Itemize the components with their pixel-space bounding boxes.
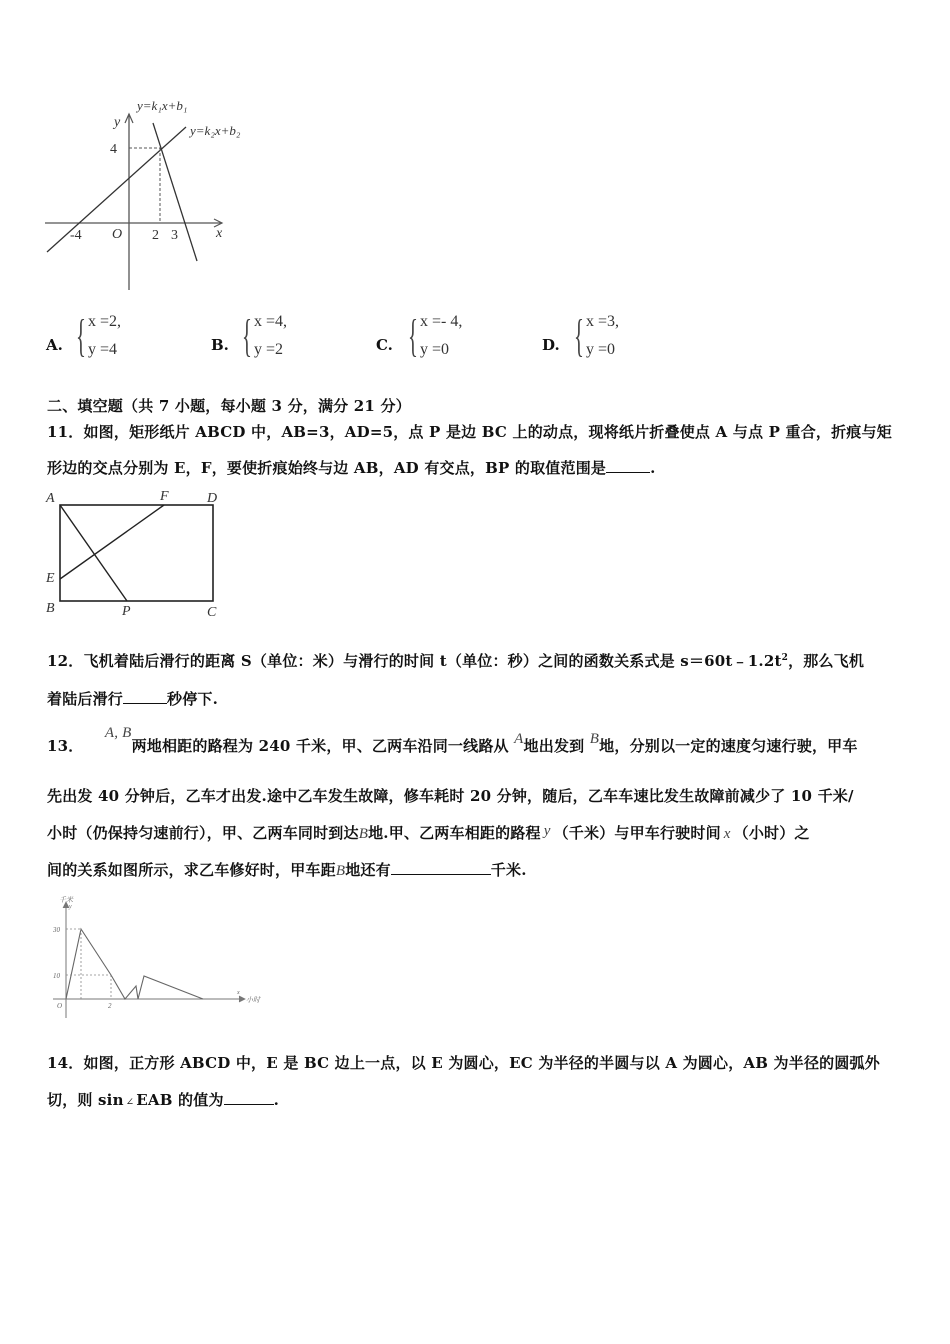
label-f: F	[160, 489, 169, 504]
q14-line1: 14．如图，正方形 ABCD 中，E 是 BC 边上一点，以 E 为圆心，EC 为半径的半圆与以 A 为圆心，AB 为半径的圆弧外	[47, 1054, 880, 1072]
option-b-label: B.	[211, 336, 229, 354]
period: .	[273, 1091, 280, 1109]
option-b-y: y =2	[254, 341, 284, 358]
q13-text-h: 间的关系如图所示，求乙车修好时，甲车距	[47, 861, 336, 879]
x-unit-label: 小时	[246, 996, 260, 1004]
answer-blank[interactable]	[123, 703, 167, 704]
q13-text-f: （千米）与甲车行驶时间	[553, 824, 721, 842]
y-tick-30: 30	[53, 926, 60, 934]
q13-text-e: 地.甲、乙两车相距的路程	[368, 824, 541, 842]
q13-line4	[47, 859, 527, 880]
line2-label: y=k₂x+b₂	[190, 123, 241, 138]
q14-text-a: 切，则 sin	[47, 1091, 124, 1109]
q13-text-b: 地出发到	[523, 737, 585, 755]
x-tick-2: 2	[152, 228, 159, 243]
y-tick-10: 10	[53, 972, 60, 980]
var-b: B	[589, 731, 600, 747]
q12-line1	[47, 650, 864, 671]
distance-polyline	[66, 929, 203, 999]
y-axis-label: y	[114, 115, 121, 130]
origin-label: O	[57, 1002, 63, 1010]
option-d-label: D.	[542, 336, 560, 354]
q11-text: 形边的交点分别为 E，F，要使折痕始终与边 AB，AD 有交点，BP 的取值范围是	[47, 459, 607, 477]
label-e: E	[46, 571, 55, 586]
y-unit-label: 千米	[59, 896, 73, 904]
section-heading: 二、填空题（共 7 小题，每小题 3 分，满分 21 分）	[47, 397, 411, 415]
option-a-y: y =4	[88, 341, 118, 358]
var-ab: A, B	[104, 725, 132, 741]
x-tick-neg4: -4	[70, 228, 82, 243]
q13-text-a: 两地相距的路程为 240 千米，甲、乙两车沿同一线路从	[131, 737, 509, 755]
label-a: A	[46, 491, 55, 506]
segment-ap	[60, 505, 127, 601]
option-c-y: y =0	[420, 341, 450, 358]
option-a-x: x =2,	[88, 313, 122, 330]
option-c-x: x =- 4,	[420, 313, 463, 330]
q13-text-j: 千米.	[490, 861, 527, 879]
q11-line1: 11．如图，矩形纸片 ABCD 中，AB=3，AD=5，点 P 是边 BC 上的动点，现将纸片折叠使点 A 与点 P 重合，折痕与矩	[47, 423, 892, 441]
brace-icon: {	[76, 310, 86, 361]
q12-text-d: 秒停下.	[167, 690, 219, 708]
answer-blank[interactable]	[224, 1104, 274, 1105]
option-a[interactable]	[46, 310, 186, 364]
y-tick-4: 4	[110, 142, 117, 157]
q13-distance-chart	[45, 890, 275, 1025]
exponent: 2	[781, 653, 789, 663]
q12-text-a: 12．飞机着陆后滑行的距离 S（单位：米）与滑行的时间 t（单位：秒）之间的函数关系式是 s＝60t﹣1.2t	[47, 652, 782, 670]
q13-text-d: 小时（仍保持匀速前行），甲、乙两车同时到达	[47, 824, 359, 842]
x-axis-arrow-icon	[239, 996, 245, 1002]
q12-text-b: ，那么飞机	[788, 652, 865, 670]
option-b-x: x =4,	[254, 313, 288, 330]
var-x: x	[723, 826, 731, 842]
var-y: y	[543, 823, 551, 839]
q12-text-c: 着陆后滑行	[47, 690, 124, 708]
q13-line3	[47, 822, 810, 843]
period: .	[650, 459, 656, 477]
q11-rectangle-figure	[40, 485, 230, 620]
q14-text-b: EAB 的值为	[136, 1091, 224, 1109]
angle-icon: ∠	[125, 1097, 135, 1108]
q10-line-graph	[40, 90, 280, 300]
option-c-label: C.	[376, 336, 393, 354]
option-a-label: A.	[46, 336, 63, 354]
q12-line2	[47, 688, 218, 709]
var-b: B	[358, 826, 369, 842]
q13-line1	[47, 725, 858, 756]
q13-text-g: （小时）之	[733, 824, 810, 842]
label-b: B	[46, 601, 55, 616]
q13-text-c: 地，分别以一定的速度匀速行驶，甲车	[599, 737, 858, 755]
origin-label: O	[112, 227, 123, 242]
x-tick-2: 2	[108, 1002, 112, 1010]
segment-ef	[60, 505, 164, 579]
q13-line2: 先出发 40 分钟后，乙车才出发.途中乙车发生故障，修车耗时 20 分钟，随后，乙车车速比发生故障前减少了 10 千米/	[47, 787, 854, 805]
label-d: D	[207, 491, 218, 506]
var-a: A	[514, 731, 524, 747]
x-tick-3: 3	[171, 228, 178, 243]
option-c[interactable]	[376, 310, 516, 364]
line1-label: y=k₁x+b₁	[137, 98, 188, 113]
q13-text-i: 地还有	[345, 861, 391, 879]
option-d-x: x =3,	[586, 313, 620, 330]
y-var-label: y	[69, 904, 72, 910]
brace-icon: {	[242, 310, 252, 361]
label-c: C	[207, 605, 217, 620]
q11-line2	[47, 457, 656, 478]
x-axis-label: x	[216, 226, 223, 241]
option-b[interactable]	[211, 310, 351, 364]
brace-icon: {	[574, 310, 584, 361]
answer-blank[interactable]	[606, 472, 650, 473]
label-p: P	[122, 604, 131, 619]
brace-icon: {	[408, 310, 418, 361]
x-var-label: x	[237, 990, 240, 996]
q14-line2	[47, 1089, 279, 1110]
option-d[interactable]	[542, 310, 682, 364]
option-d-y: y =0	[586, 341, 616, 358]
answer-blank[interactable]	[391, 874, 491, 875]
q13-number: 13．	[47, 737, 84, 755]
var-b: B	[335, 863, 346, 879]
